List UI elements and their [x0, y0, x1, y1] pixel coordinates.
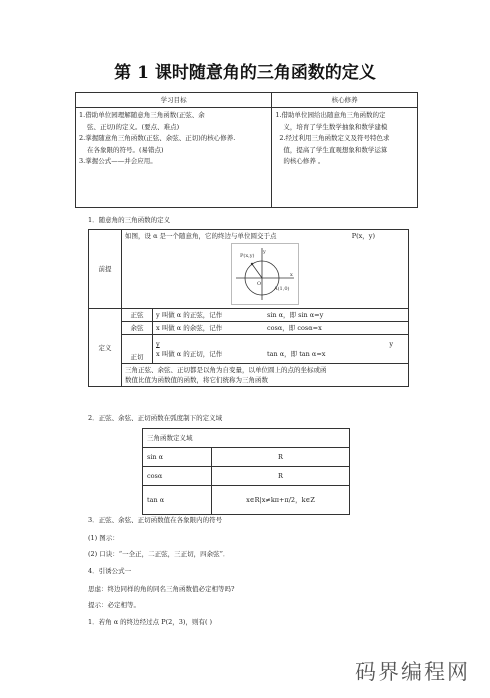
- literacy-line: 的核心修养 。: [283, 157, 325, 165]
- p-label: P(x,y): [240, 253, 255, 259]
- terminal-side: [252, 264, 262, 278]
- section-4-heading: 4．引诱公式一: [88, 567, 132, 575]
- section-2-heading: 2．正弦、余弦、正切函数在弧度制下的定义域: [88, 414, 223, 422]
- domain-fn-cos: cosα: [143, 467, 212, 486]
- domain-value-cos: R: [212, 467, 350, 486]
- summary-line: 数值比值为函数值的函数，将它们统称为三角函数: [125, 376, 268, 384]
- tangent-formula-numerator: y: [389, 340, 393, 348]
- point-p-label: P(x，y): [351, 232, 375, 240]
- objective-line: 在各象限的符号。(易错点): [87, 145, 164, 154]
- hint-answer: 提示：必定相等。: [88, 601, 140, 609]
- definition-label: 定义: [89, 309, 122, 387]
- cosine-desc: x 叫做 α 的余弦，记作: [153, 322, 265, 335]
- o-label: O: [257, 281, 262, 287]
- objective-line: 2.掌握随意角三角函数(正弦、余弦、正切)的核心修养.: [79, 134, 236, 142]
- summary-cell: [122, 364, 409, 387]
- literacy-line: 义，培育了学生数学抽象和数学建模: [283, 122, 388, 131]
- watermark: 码界编程网: [355, 660, 470, 684]
- tangent-formula-cell: [264, 335, 409, 364]
- premise-cell: [122, 230, 409, 309]
- domain-header: 三角函数定义域: [143, 429, 350, 448]
- think-question: 思虑：终边同样的角的同名三角函数值必定相等吗?: [88, 585, 235, 593]
- literacy-line: 1.借助单位园给出随意角三角函数的定: [275, 111, 386, 119]
- tangent-name: 正切: [122, 335, 153, 364]
- summary-line: 三角正弦、余弦、正切都是以角为自变量，以单位圆上的点的坐标或函: [125, 366, 327, 374]
- objective-line: 弦、正切)的定义。(要点、难点): [87, 122, 180, 131]
- tangent-desc: x 叫做 α 的正切，记作: [156, 350, 223, 358]
- literacy-cell: [272, 108, 418, 208]
- tangent-numerator: y: [156, 340, 160, 348]
- domain-fn-tan: tan α: [143, 486, 212, 515]
- sine-name: 正弦: [122, 309, 153, 322]
- domain-table: [142, 428, 350, 515]
- literacy-line: 值，提高了学生直观想象和数学运算: [283, 145, 388, 154]
- x-label: x: [290, 272, 293, 278]
- page-title: 第 1 课时随意角的三角函数的定义: [114, 63, 376, 83]
- objectives-cell: [76, 108, 272, 208]
- domain-value-tan: x∈R|x≠kπ+π/2，k∈Z: [212, 486, 350, 515]
- cosine-formula: cosα，即 cosα=x: [264, 322, 409, 335]
- tangent-desc-cell: [153, 335, 265, 364]
- definition-table: [88, 229, 409, 387]
- tangent-formula: tan α，即 tan α=x: [267, 350, 326, 358]
- exercise-1: 1．若角 α 的终边经过点 P(2，3)，则有( ): [88, 618, 213, 626]
- sine-desc: y 叫做 α 的正弦，记作: [153, 309, 265, 322]
- sine-formula: sin α，即 sin α=y: [264, 309, 409, 322]
- premise-label: 前提: [89, 230, 122, 309]
- section-3-heading: 3．正弦、余弦、正切函数值在各象限内的符号: [88, 516, 223, 524]
- section-3-item-2: (2) 口诀：“一全正，二正弦，三正切，四余弦”．: [88, 550, 230, 558]
- objective-line: 3.掌握公式——并会应用。: [79, 157, 157, 165]
- literacy-header: 核心修养: [272, 93, 418, 108]
- domain-fn-sin: sin α: [143, 448, 212, 467]
- objectives-header: 学习目标: [76, 93, 272, 108]
- unit-circle-svg: [232, 244, 298, 304]
- literacy-line: 2.经过利用三角函数定义及符号特色求: [279, 134, 390, 142]
- y-label: y: [263, 249, 266, 255]
- objectives-table: [75, 92, 418, 208]
- unit-circle-figure: [231, 243, 299, 305]
- objective-line: 1.借助单位园理解随意角三角函数(正弦、余: [79, 111, 205, 119]
- cosine-name: 余弦: [122, 322, 153, 335]
- premise-text: 如图，设 α 是一个随意角，它的终边与单位圆交于点: [125, 232, 277, 240]
- point-p: [251, 263, 253, 265]
- a-label: A(1,0): [274, 286, 290, 292]
- section-3-item-1: (1) 图示：: [88, 534, 119, 542]
- section-1-heading: 1．随意角的三角函数的定义: [88, 216, 171, 224]
- domain-value-sin: R: [212, 448, 350, 467]
